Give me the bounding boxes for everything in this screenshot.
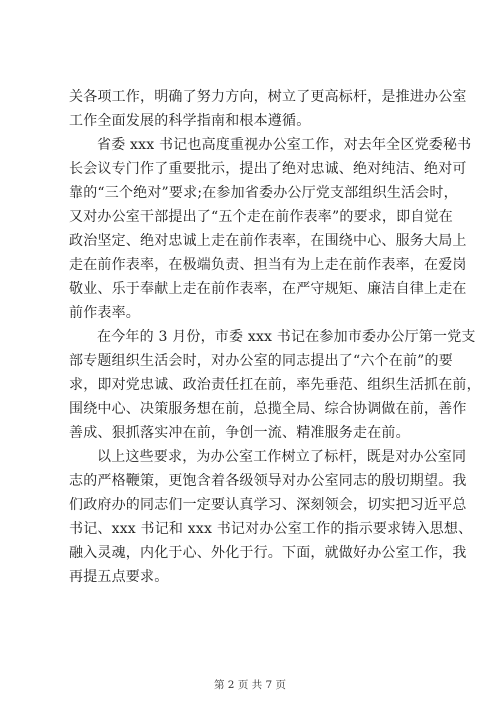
text-line: 又对办公室干部提出了“五个走在前作表率”的要求，即自觉在 bbox=[69, 209, 453, 225]
text-line: 志的严格鞭策，更饱含着各级领导对办公室同志的殷切期望。我 bbox=[69, 473, 467, 489]
text-line: 省委 xxx 书记也高度重视办公室工作，对去年全区党委秘书 bbox=[97, 137, 472, 153]
paragraph-2 bbox=[69, 133, 472, 325]
text-line: 政治坚定、绝对忠诚上走在前作表率，在围绕中心、服务大局上 bbox=[69, 233, 467, 249]
text-line: 再提五点要求。 bbox=[69, 569, 169, 585]
paragraph-3 bbox=[69, 325, 481, 445]
text-line: 以上这些要求，为办公室工作树立了标杆，既是对办公室同 bbox=[97, 449, 467, 465]
text-line: 围绕中心、决策服务想在前，总揽全局、综合协调做在前，善作 bbox=[69, 401, 467, 417]
text-line: 关各项工作，明确了努力方向，树立了更高标杆，是推进办公室 bbox=[69, 89, 467, 105]
text-line: 前作表率。 bbox=[69, 305, 140, 321]
text-line: 们政府办的同志们一定要认真学习、深刻领会，切实把习近平总 bbox=[69, 497, 467, 513]
paragraph-4 bbox=[69, 445, 473, 589]
text-line: 走在前作表率，在极端负责、担当有为上走在前作表率，在爱岗 bbox=[69, 257, 467, 273]
text-line: 融入灵魂，内化于心、外化于行。下面，就做好办公室工作，我 bbox=[69, 545, 467, 561]
page-number-footer: 第 2 页 共 7 页 bbox=[213, 679, 287, 691]
text-line: 在今年的 3 月份，市委 xxx 书记在参加市委办公厅第一党支 bbox=[97, 329, 476, 345]
text-line: 善成、狠抓落实冲在前，争创一流、精准服务走在前。 bbox=[69, 425, 410, 441]
document-body bbox=[69, 85, 481, 589]
text-line: 工作全面发展的科学指南和根本遵循。 bbox=[69, 113, 311, 129]
text-line: 靠的“三个绝对”要求;在参加省委办公厅党支部组织生活会时， bbox=[69, 185, 458, 201]
paragraph-1 bbox=[69, 85, 467, 133]
text-line: 部专题组织生活会时，对办公室的同志提出了“六个在前”的要 bbox=[69, 353, 453, 369]
text-line: 长会议专门作了重要批示，提出了绝对忠诚、绝对纯洁、绝对可 bbox=[69, 161, 467, 177]
text-line: 求，即对党忠诚、政治责任扛在前，率先垂范、组织生活抓在前， bbox=[69, 377, 481, 393]
text-line: 敬业、乐于奉献上走在前作表率，在严守规矩、廉洁自律上走在 bbox=[69, 281, 467, 297]
text-line: 书记、xxx 书记和 xxx 书记对办公室工作的指示要求铸入思想、 bbox=[69, 521, 473, 537]
